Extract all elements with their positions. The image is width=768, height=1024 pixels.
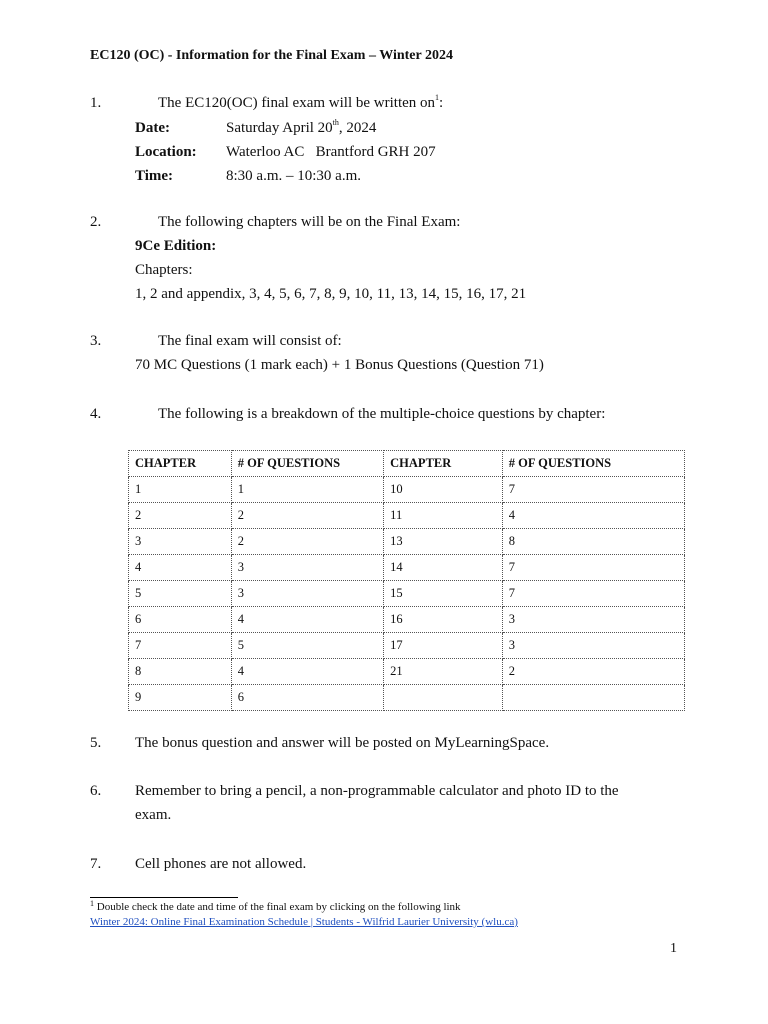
item-3-text: The final exam will consist of: xyxy=(158,333,342,349)
header-questions-2: # OF QUESTIONS xyxy=(502,451,684,477)
table-cell: 7 xyxy=(502,555,684,581)
chapters-list: 1, 2 and appendix, 3, 4, 5, 6, 7, 8, 9, 10, 11, 13, 14, 15, 16, 17, 21 xyxy=(135,286,527,302)
item-6-text-line-2: exam. xyxy=(135,807,172,823)
table-row xyxy=(129,633,685,659)
table-cell: 2 xyxy=(129,503,232,529)
table-cell: 3 xyxy=(129,529,232,555)
table-row xyxy=(129,659,685,685)
table-header-row xyxy=(129,451,685,477)
item-1-number: 1. xyxy=(90,95,102,111)
table-cell: 1 xyxy=(231,477,383,503)
date-label: Date: xyxy=(135,120,170,136)
footnote-separator xyxy=(90,897,238,898)
item-7-number: 7. xyxy=(90,856,102,872)
exam-schedule-link[interactable]: Winter 2024: Online Final Examination Schedule | Students - Wilfrid Laurier University (wlu.ca) xyxy=(90,916,518,928)
time-value: 8:30 a.m. – 10:30 a.m. xyxy=(226,168,361,184)
table-cell: 8 xyxy=(502,529,684,555)
table-cell: 4 xyxy=(231,659,383,685)
table-cell: 3 xyxy=(502,607,684,633)
location-value: Waterloo AC Brantford GRH 207 xyxy=(226,144,436,160)
item-5-text: The bonus question and answer will be posted on MyLearningSpace. xyxy=(135,735,550,751)
table-cell: 3 xyxy=(231,581,383,607)
item-2-number: 2. xyxy=(90,214,102,230)
table-cell xyxy=(384,685,503,711)
table-cell: 21 xyxy=(384,659,503,685)
table-row xyxy=(129,581,685,607)
table-row xyxy=(129,555,685,581)
table-cell: 2 xyxy=(231,503,383,529)
time-label: Time: xyxy=(135,168,174,184)
table-cell: 2 xyxy=(231,529,383,555)
date-value: Saturday April 20th, 2024 xyxy=(226,118,377,136)
item-4-number: 4. xyxy=(90,406,102,422)
table-row xyxy=(129,685,685,711)
table-cell: 7 xyxy=(129,633,232,659)
header-questions: # OF QUESTIONS xyxy=(231,451,383,477)
page-title: EC120 (OC) - Information for the Final Exam – Winter 2024 xyxy=(90,48,453,63)
item-6-number: 6. xyxy=(90,783,102,799)
table-cell: 10 xyxy=(384,477,503,503)
table-row xyxy=(129,477,685,503)
table-cell: 17 xyxy=(384,633,503,659)
page-number: 1 xyxy=(670,941,677,956)
table-row xyxy=(129,503,685,529)
footnote-ref: 1 xyxy=(435,93,440,102)
table-cell: 13 xyxy=(384,529,503,555)
header-chapter: CHAPTER xyxy=(129,451,232,477)
table-cell xyxy=(502,685,684,711)
table-cell: 11 xyxy=(384,503,503,529)
header-chapter-2: CHAPTER xyxy=(384,451,503,477)
table-cell: 5 xyxy=(231,633,383,659)
table-cell: 5 xyxy=(129,581,232,607)
table-cell: 6 xyxy=(129,607,232,633)
table-cell: 2 xyxy=(502,659,684,685)
edition-label: 9Ce Edition: xyxy=(135,238,217,254)
table-cell: 3 xyxy=(231,555,383,581)
table-cell: 9 xyxy=(129,685,232,711)
item-4-text: The following is a breakdown of the multiple-choice questions by chapter: xyxy=(158,406,606,422)
item-6-text-line-1: Remember to bring a pencil, a non-programmable calculator and photo ID to the xyxy=(135,783,619,799)
table-cell: 7 xyxy=(502,581,684,607)
chapter-breakdown-table xyxy=(128,450,685,711)
item-5-number: 5. xyxy=(90,735,102,751)
item-1-text: The EC120(OC) final exam will be written $on^1$: xyxy=(158,93,444,111)
table-cell: 15 xyxy=(384,581,503,607)
table-cell: 8 xyxy=(129,659,232,685)
item-7-text: Cell phones are not allowed. xyxy=(135,856,307,872)
table-row xyxy=(129,529,685,555)
table-cell: 16 xyxy=(384,607,503,633)
table-row xyxy=(129,607,685,633)
table-cell: 7 xyxy=(502,477,684,503)
table-cell: 14 xyxy=(384,555,503,581)
table-cell: 4 xyxy=(502,503,684,529)
footnote-text: $^1$ Double check the date and time of the final exam by clicking on the following link xyxy=(90,899,461,913)
exam-composition: 70 MC Questions (1 mark each) + 1 Bonus Questions (Question 71) xyxy=(135,357,544,373)
location-label: Location: xyxy=(135,144,197,160)
table-cell: 6 xyxy=(231,685,383,711)
item-2-text: The following chapters will be on the Final Exam: xyxy=(158,214,461,230)
table-cell: 3 xyxy=(502,633,684,659)
table-cell: 4 xyxy=(129,555,232,581)
table-cell: 4 xyxy=(231,607,383,633)
table-cell: 1 xyxy=(129,477,232,503)
chapters-label: Chapters: xyxy=(135,262,193,278)
item-3-number: 3. xyxy=(90,333,102,349)
